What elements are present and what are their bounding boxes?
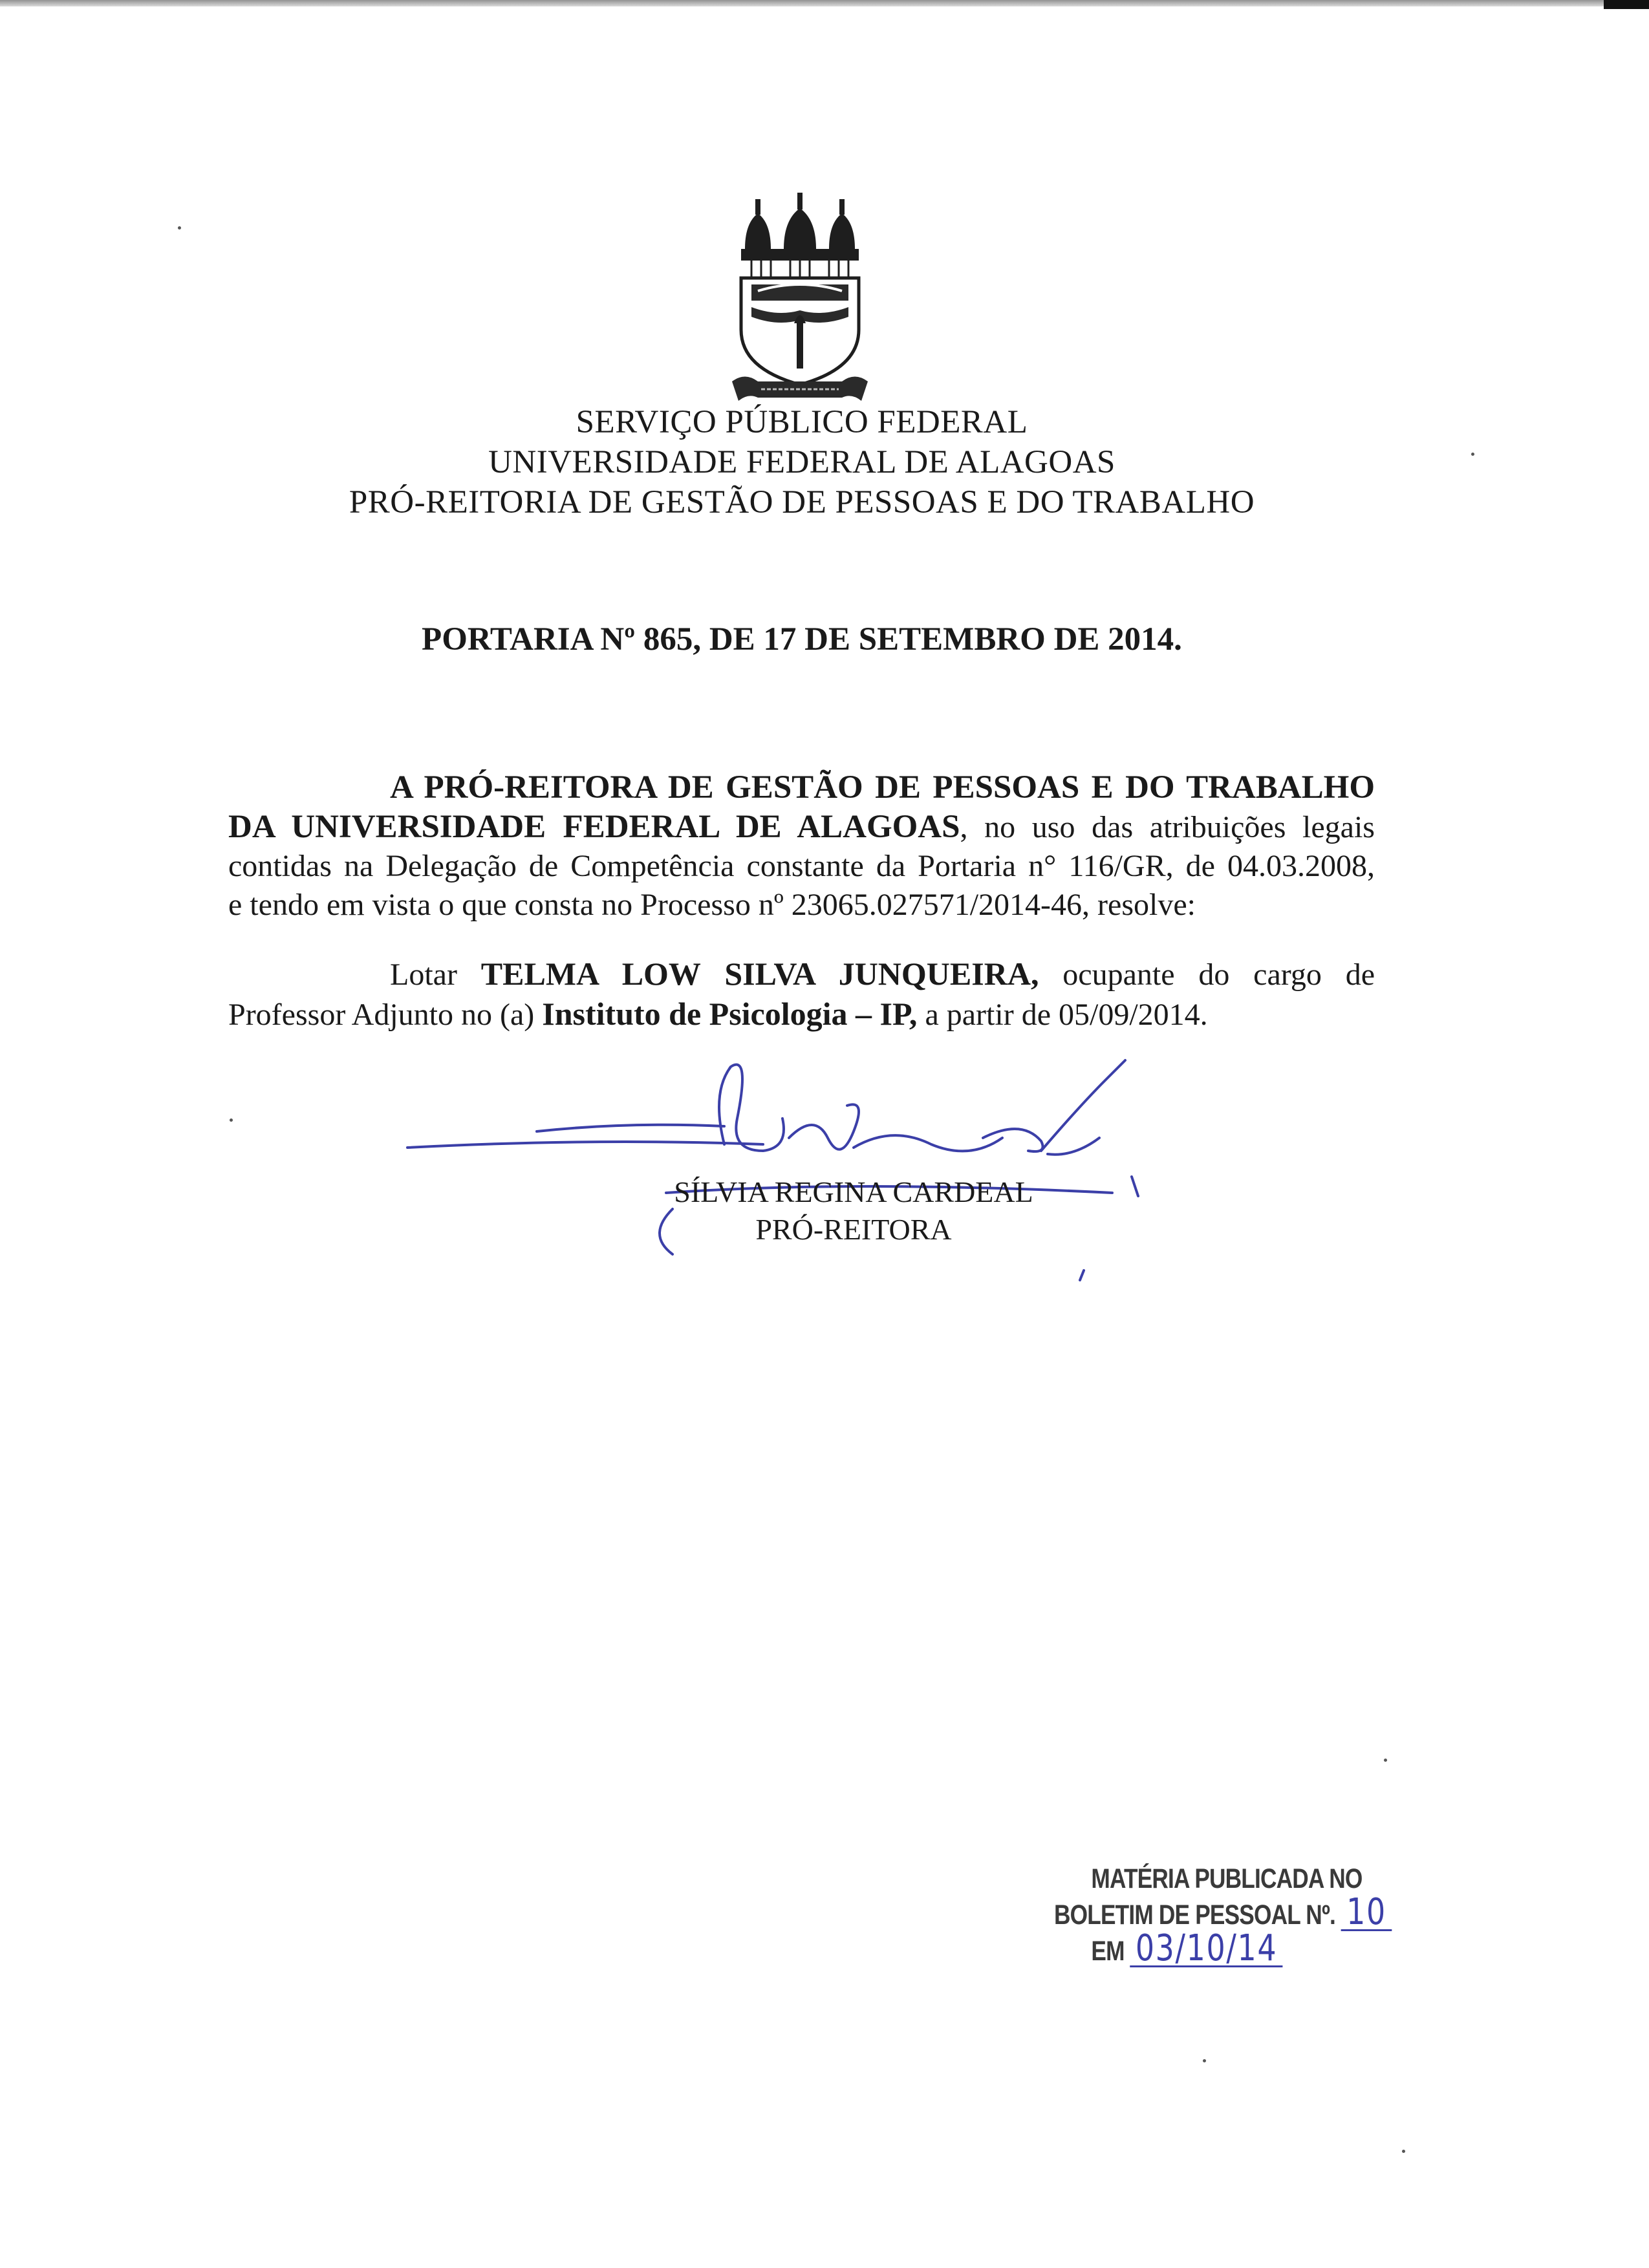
scan-speck — [178, 226, 181, 230]
handwritten-signature — [401, 1041, 1242, 1300]
preamble-bold-2: DA UNIVERSIDADE FEDERAL DE ALAGOAS — [228, 809, 960, 845]
preamble-paragraph — [228, 768, 1375, 925]
resolution-line2-end: a partir de 05/09/2014. — [925, 998, 1208, 1032]
header-line-service: SERVIÇO PÚBLICO FEDERAL — [576, 404, 1028, 440]
preamble-bold-1: A PRÓ-REITORA DE GESTÃO DE PESSOAS E DO TRABALHO — [390, 769, 1375, 806]
university-crest-icon — [732, 187, 868, 407]
stamp-date-value: 03/10/14 — [1130, 1932, 1283, 1967]
resolution-person: TELMA LOW SILVA JUNQUEIRA, — [480, 956, 1039, 992]
header-line-pro-rectory: PRÓ-REITORIA DE GESTÃO DE PESSOAS E DO TRABALHO — [349, 484, 1255, 520]
stamp-line-1: MATÉRIA PUBLICADA NO — [1091, 1863, 1363, 1894]
portaria-title: PORTARIA Nº 865, DE 17 DE SETEMBRO DE 2014. — [422, 621, 1182, 658]
scan-speck — [230, 1118, 233, 1122]
preamble-rest-2: , no uso das atribuições legais — [960, 810, 1375, 844]
signature-block — [563, 1173, 1145, 1248]
resolution-paragraph — [228, 954, 1375, 1034]
scan-speck — [1471, 453, 1474, 456]
stamp-bulletin-number: 10 — [1341, 1896, 1392, 1931]
resolution-unit: Instituto de Psicologia – IP, — [542, 996, 918, 1032]
stamp-date-label: EM — [1091, 1936, 1125, 1967]
signatory-name: SÍLVIA REGINA CARDEAL — [674, 1175, 1033, 1208]
preamble-line-2 — [228, 808, 1375, 847]
resolution-line-1 — [228, 954, 1375, 994]
resolution-rest-1: ocupante do cargo de — [1062, 957, 1375, 992]
publication-stamp — [1054, 1862, 1386, 1969]
resolution-line-2 — [228, 994, 1375, 1034]
preamble-line-3: contidas na Delegação de Competência constante da Portaria n° 116/GR, de 04.03.2008, — [228, 849, 1375, 883]
preamble-line-1 — [228, 768, 1375, 808]
scan-speck — [1384, 1759, 1387, 1762]
document-header — [0, 402, 1604, 522]
stamp-line-2 — [1054, 1891, 1386, 1933]
signatory-role: PRÓ-REITORA — [755, 1213, 952, 1246]
stamp-line-3 — [1054, 1927, 1372, 1969]
scan-speck — [1203, 2059, 1206, 2062]
stamp-bulletin-label: BOLETIM DE PESSOAL Nº. — [1054, 1899, 1335, 1931]
scan-corner-mark — [1604, 0, 1649, 9]
preamble-line-4: e tendo em vista o que consta no Processo nº 23065.027571/2014-46, resolve: — [228, 888, 1196, 922]
resolution-verb: Lotar — [390, 957, 457, 992]
scan-speck — [1402, 2150, 1405, 2153]
scan-top-edge — [0, 0, 1649, 6]
resolution-line2-start: Professor Adjunto no (a) — [228, 998, 535, 1032]
header-line-university: UNIVERSIDADE FEDERAL DE ALAGOAS — [488, 444, 1116, 480]
